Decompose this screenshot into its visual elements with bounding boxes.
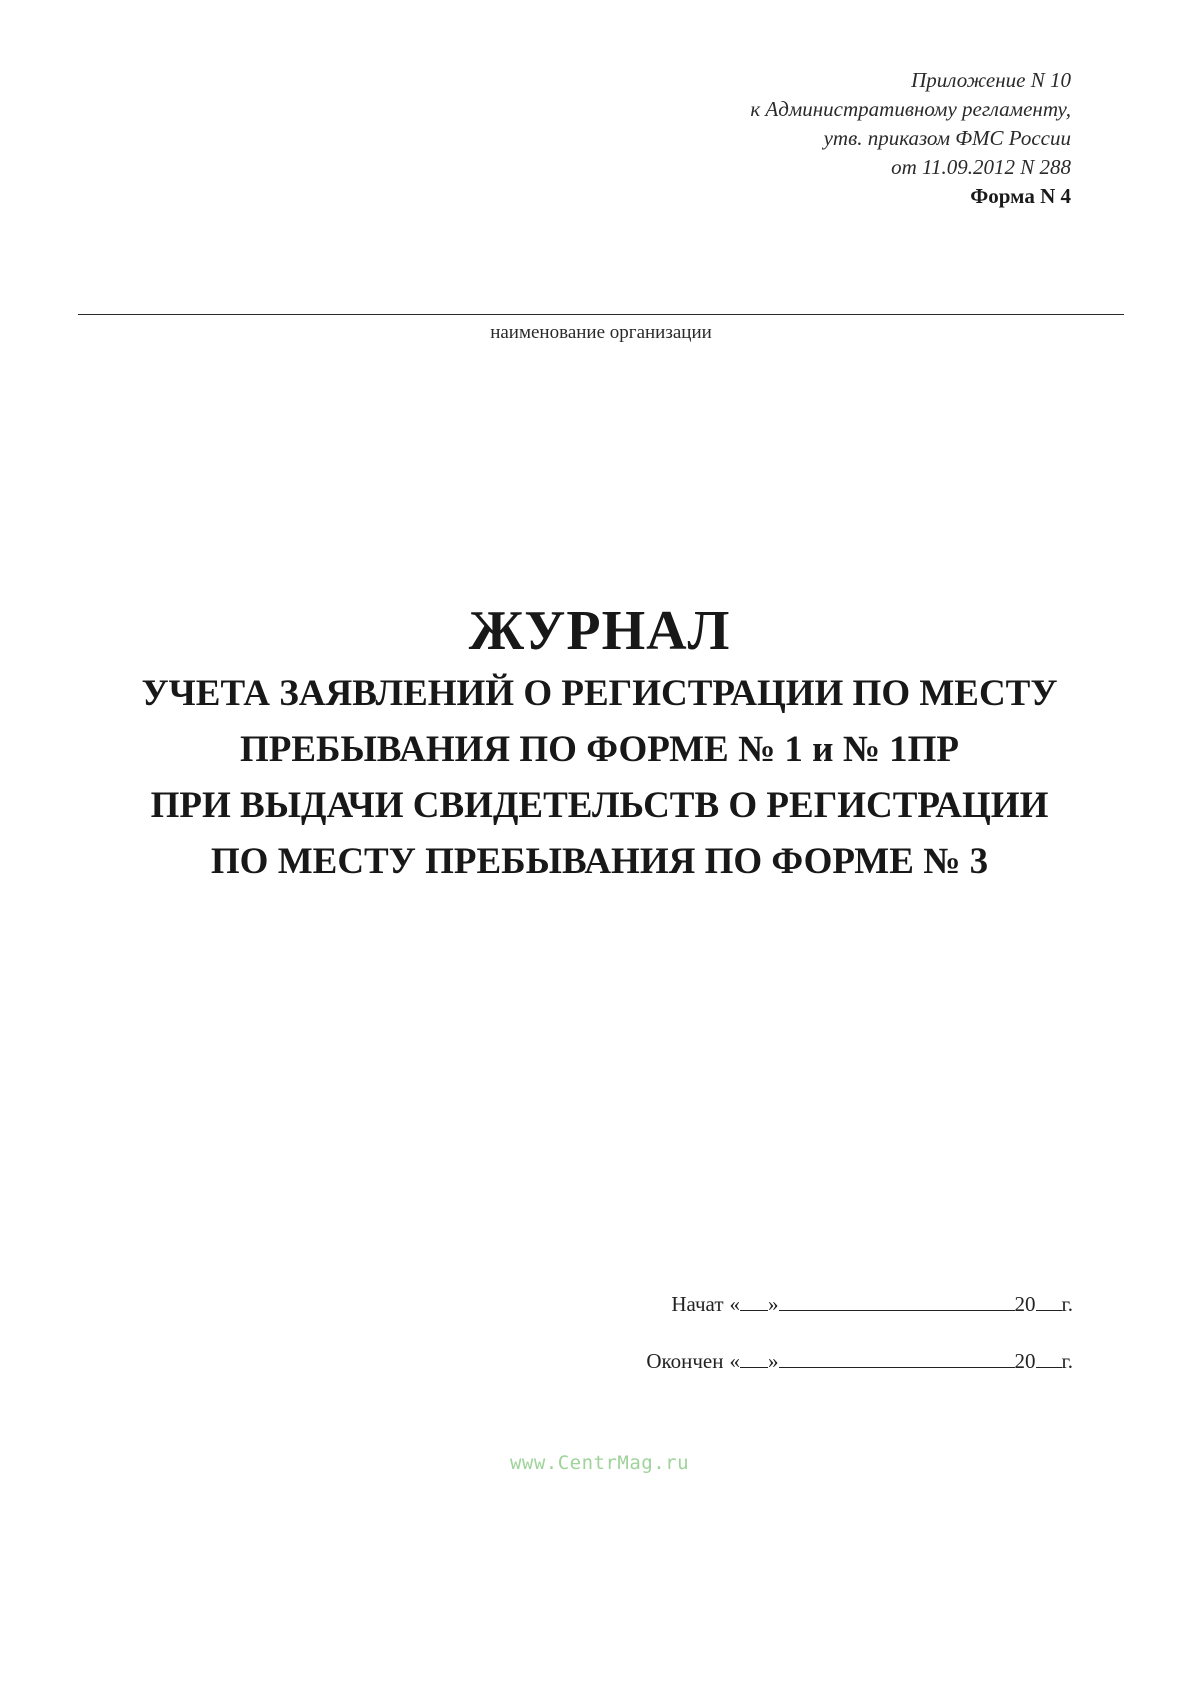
start-open-quote: « xyxy=(729,1292,740,1316)
dates-block xyxy=(646,1290,1073,1404)
start-close-quote: » xyxy=(768,1292,779,1316)
end-day-blank[interactable] xyxy=(740,1347,768,1368)
organization-name-line xyxy=(78,314,1124,315)
start-month-blank[interactable] xyxy=(779,1290,1015,1311)
start-century: 20 xyxy=(1014,1292,1036,1316)
appendix-line-3: утв. приказом ФМС России xyxy=(823,126,1071,150)
start-year-suffix: г. xyxy=(1061,1292,1073,1316)
end-close-quote: » xyxy=(768,1349,779,1373)
subtitle-line-3: ПРИ ВЫДАЧИ СВИДЕТЕЛЬСТВ О РЕГИСТРАЦИИ xyxy=(150,785,1049,826)
end-year-blank[interactable] xyxy=(1036,1347,1062,1368)
end-label: Окончен xyxy=(646,1349,724,1373)
end-year-suffix: г. xyxy=(1061,1349,1073,1373)
watermark-text: www.CentrMag.ru xyxy=(509,1452,690,1474)
subtitle-line-1: УЧЕТА ЗАЯВЛЕНИЙ О РЕГИСТРАЦИИ ПО МЕСТУ xyxy=(141,673,1058,714)
end-date-row xyxy=(646,1347,1073,1404)
end-century: 20 xyxy=(1014,1349,1036,1373)
start-year-blank[interactable] xyxy=(1036,1290,1062,1311)
start-label: Начат xyxy=(671,1292,724,1316)
start-date-row xyxy=(646,1290,1073,1347)
journal-title: ЖУРНАЛ xyxy=(468,600,731,662)
appendix-block xyxy=(750,66,1071,211)
appendix-line-2: к Административному регламенту, xyxy=(750,97,1071,121)
subtitle-line-2: ПРЕБЫВАНИЯ ПО ФОРМЕ № 1 и № 1ПР xyxy=(239,729,960,770)
end-month-blank[interactable] xyxy=(779,1347,1015,1368)
form-number: Форма N 4 xyxy=(970,184,1071,208)
appendix-line-1: Приложение N 10 xyxy=(911,68,1071,92)
organization-caption: наименование организации xyxy=(490,322,712,343)
journal-subtitle xyxy=(0,666,1199,890)
end-open-quote: « xyxy=(729,1349,740,1373)
appendix-line-4: от 11.09.2012 N 288 xyxy=(891,155,1071,179)
subtitle-line-4: ПО МЕСТУ ПРЕБЫВАНИЯ ПО ФОРМЕ № 3 xyxy=(210,841,989,882)
start-day-blank[interactable] xyxy=(740,1290,768,1311)
